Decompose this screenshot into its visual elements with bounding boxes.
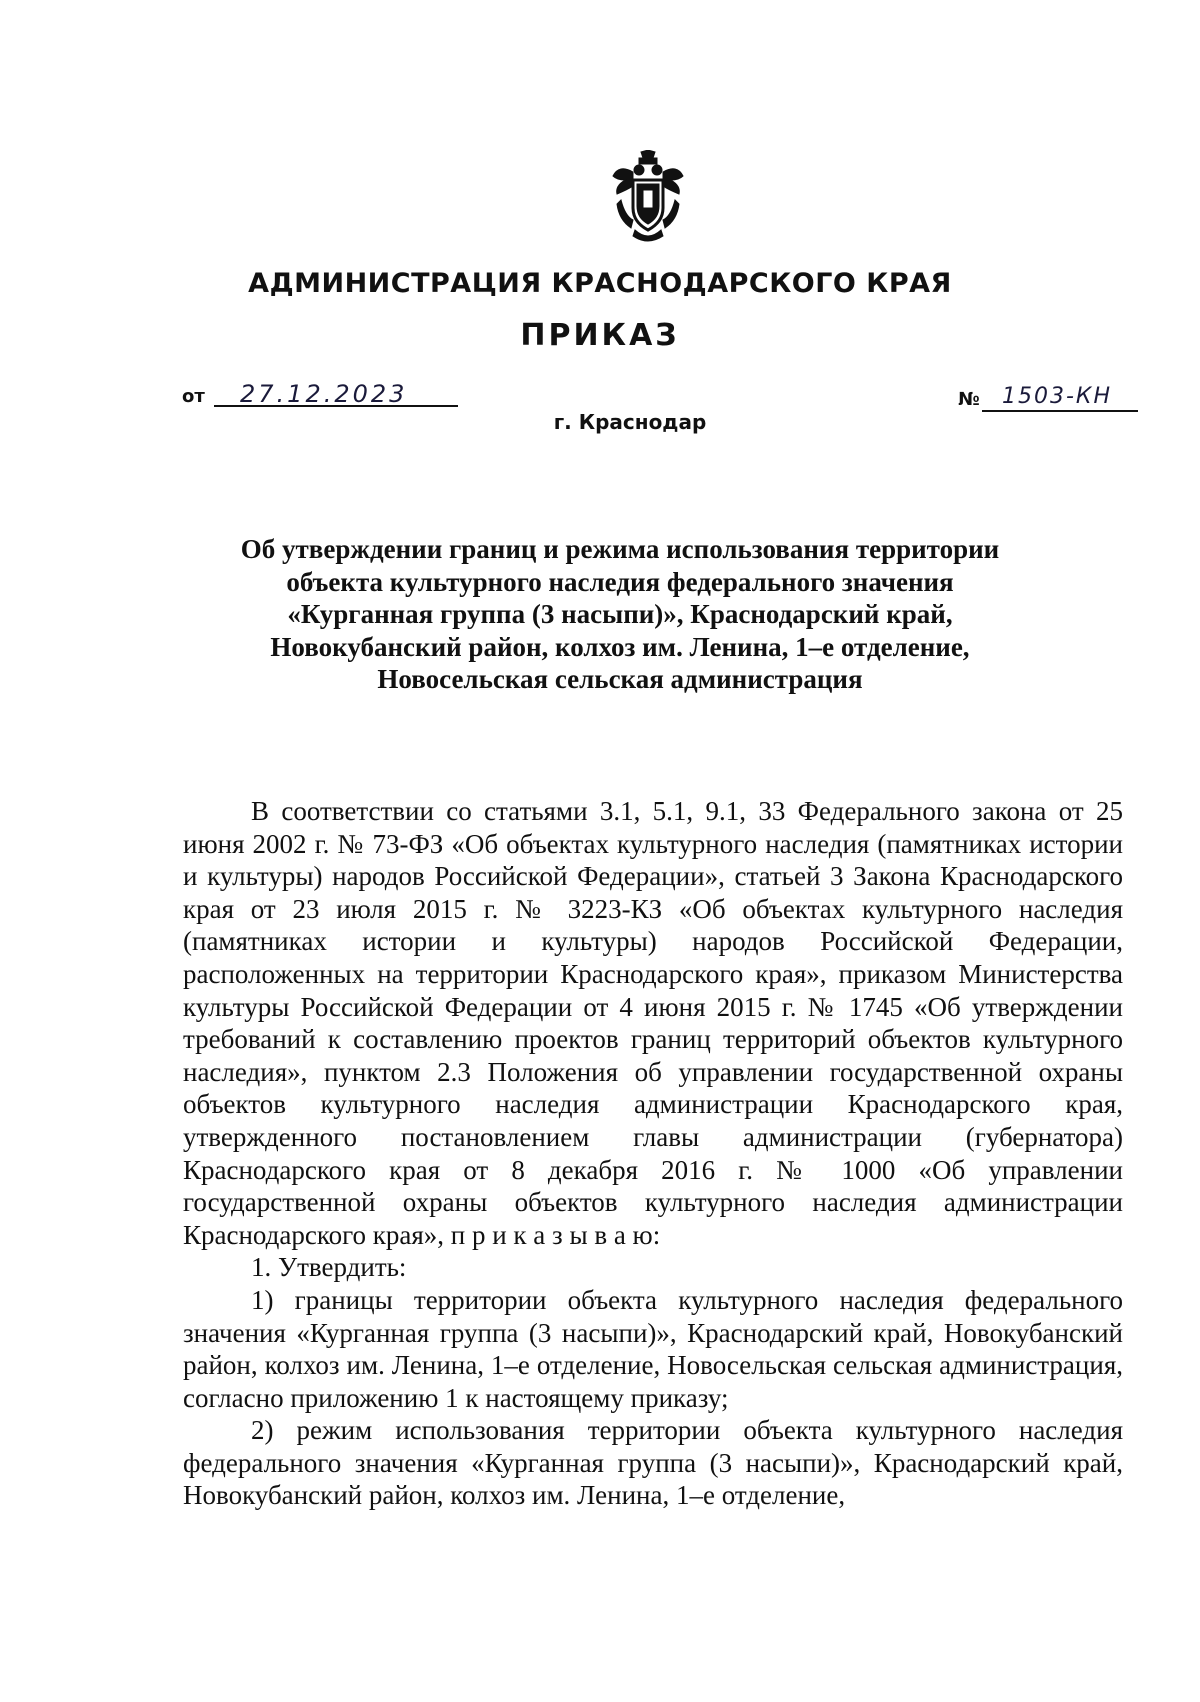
title-line: Об утверждении границ и режима использования территории	[240, 534, 1000, 564]
preamble-paragraph: В соответствии со статьями 3.1, 5.1, 9.1, 33 Федерального закона от 25 июня 2002 г. № 73-ФЗ «Об объектах культурного наследия (памятниках истории и культуры) народов Российской Федерации», статьей 3 Закона Краснодарского края от 23 июля 2015 г. № 3223-КЗ «Об объектах культурного наследия (памятниках истории и культуры) народов Российской Федерации, расположенных на территории Краснодарского края», приказом Министерства культуры Российской Федерации от 4 июня 2015 г. № 1745 «Об утверждении требований к составлению проектов границ территорий объектов культурного наследия», пунктом 2.3 Положения об управлении государственной охраны объектов культурного наследия администрации Краснодарского края, утвержденного постановлением главы администрации (губернатора) Краснодарского края от 8 декабря 2016 г. № 1000 «Об управлении государственной охраны объектов культурного наследия администрации Краснодарского края», п р и к а з ы в а ю:	[183, 796, 1123, 1250]
coat-of-arms-icon	[611, 150, 685, 242]
title-line: Новосельская сельская администрация	[377, 664, 863, 694]
document-body	[183, 795, 1123, 1512]
city: г. Краснодар	[553, 410, 707, 434]
title-line: Новокубанский район, колхоз им. Ленина, 1–е отделение,	[270, 631, 970, 662]
title-line: объекта культурного наследия федерального значения	[286, 566, 954, 597]
organization-name: АДМИНИСТРАЦИЯ КРАСНОДАРСКОГО КРАЯ	[248, 268, 952, 299]
date-value: 27.12.2023	[240, 380, 408, 408]
date-label: от	[182, 386, 205, 407]
item-1-1: 1) границы территории объекта культурного наследия федерального значения «Курганная группа (3 насыпи)», Краснодарский край, Новокубанский район, колхоз им. Ленина, 1–е отделение, Новосельская сельская администрация, согласно приложению 1 к настоящему приказу;	[183, 1284, 1123, 1413]
document-type: ПРИКАЗ	[520, 318, 680, 353]
number-label: №	[958, 389, 980, 410]
number-value: 1503-КН	[1002, 384, 1113, 409]
item-1-2: 2) режим использования территории объекта культурного наследия федерального значения «Курганная группа (3 насыпи)», Краснодарский край, Новокубанский район, колхоз им. Ленина, 1–е отделение,	[183, 1415, 1123, 1511]
document-title	[230, 533, 1010, 696]
item-1: 1. Утвердить:	[251, 1252, 407, 1283]
title-line: «Курганная группа (3 насыпи)», Краснодарский край,	[287, 599, 953, 629]
